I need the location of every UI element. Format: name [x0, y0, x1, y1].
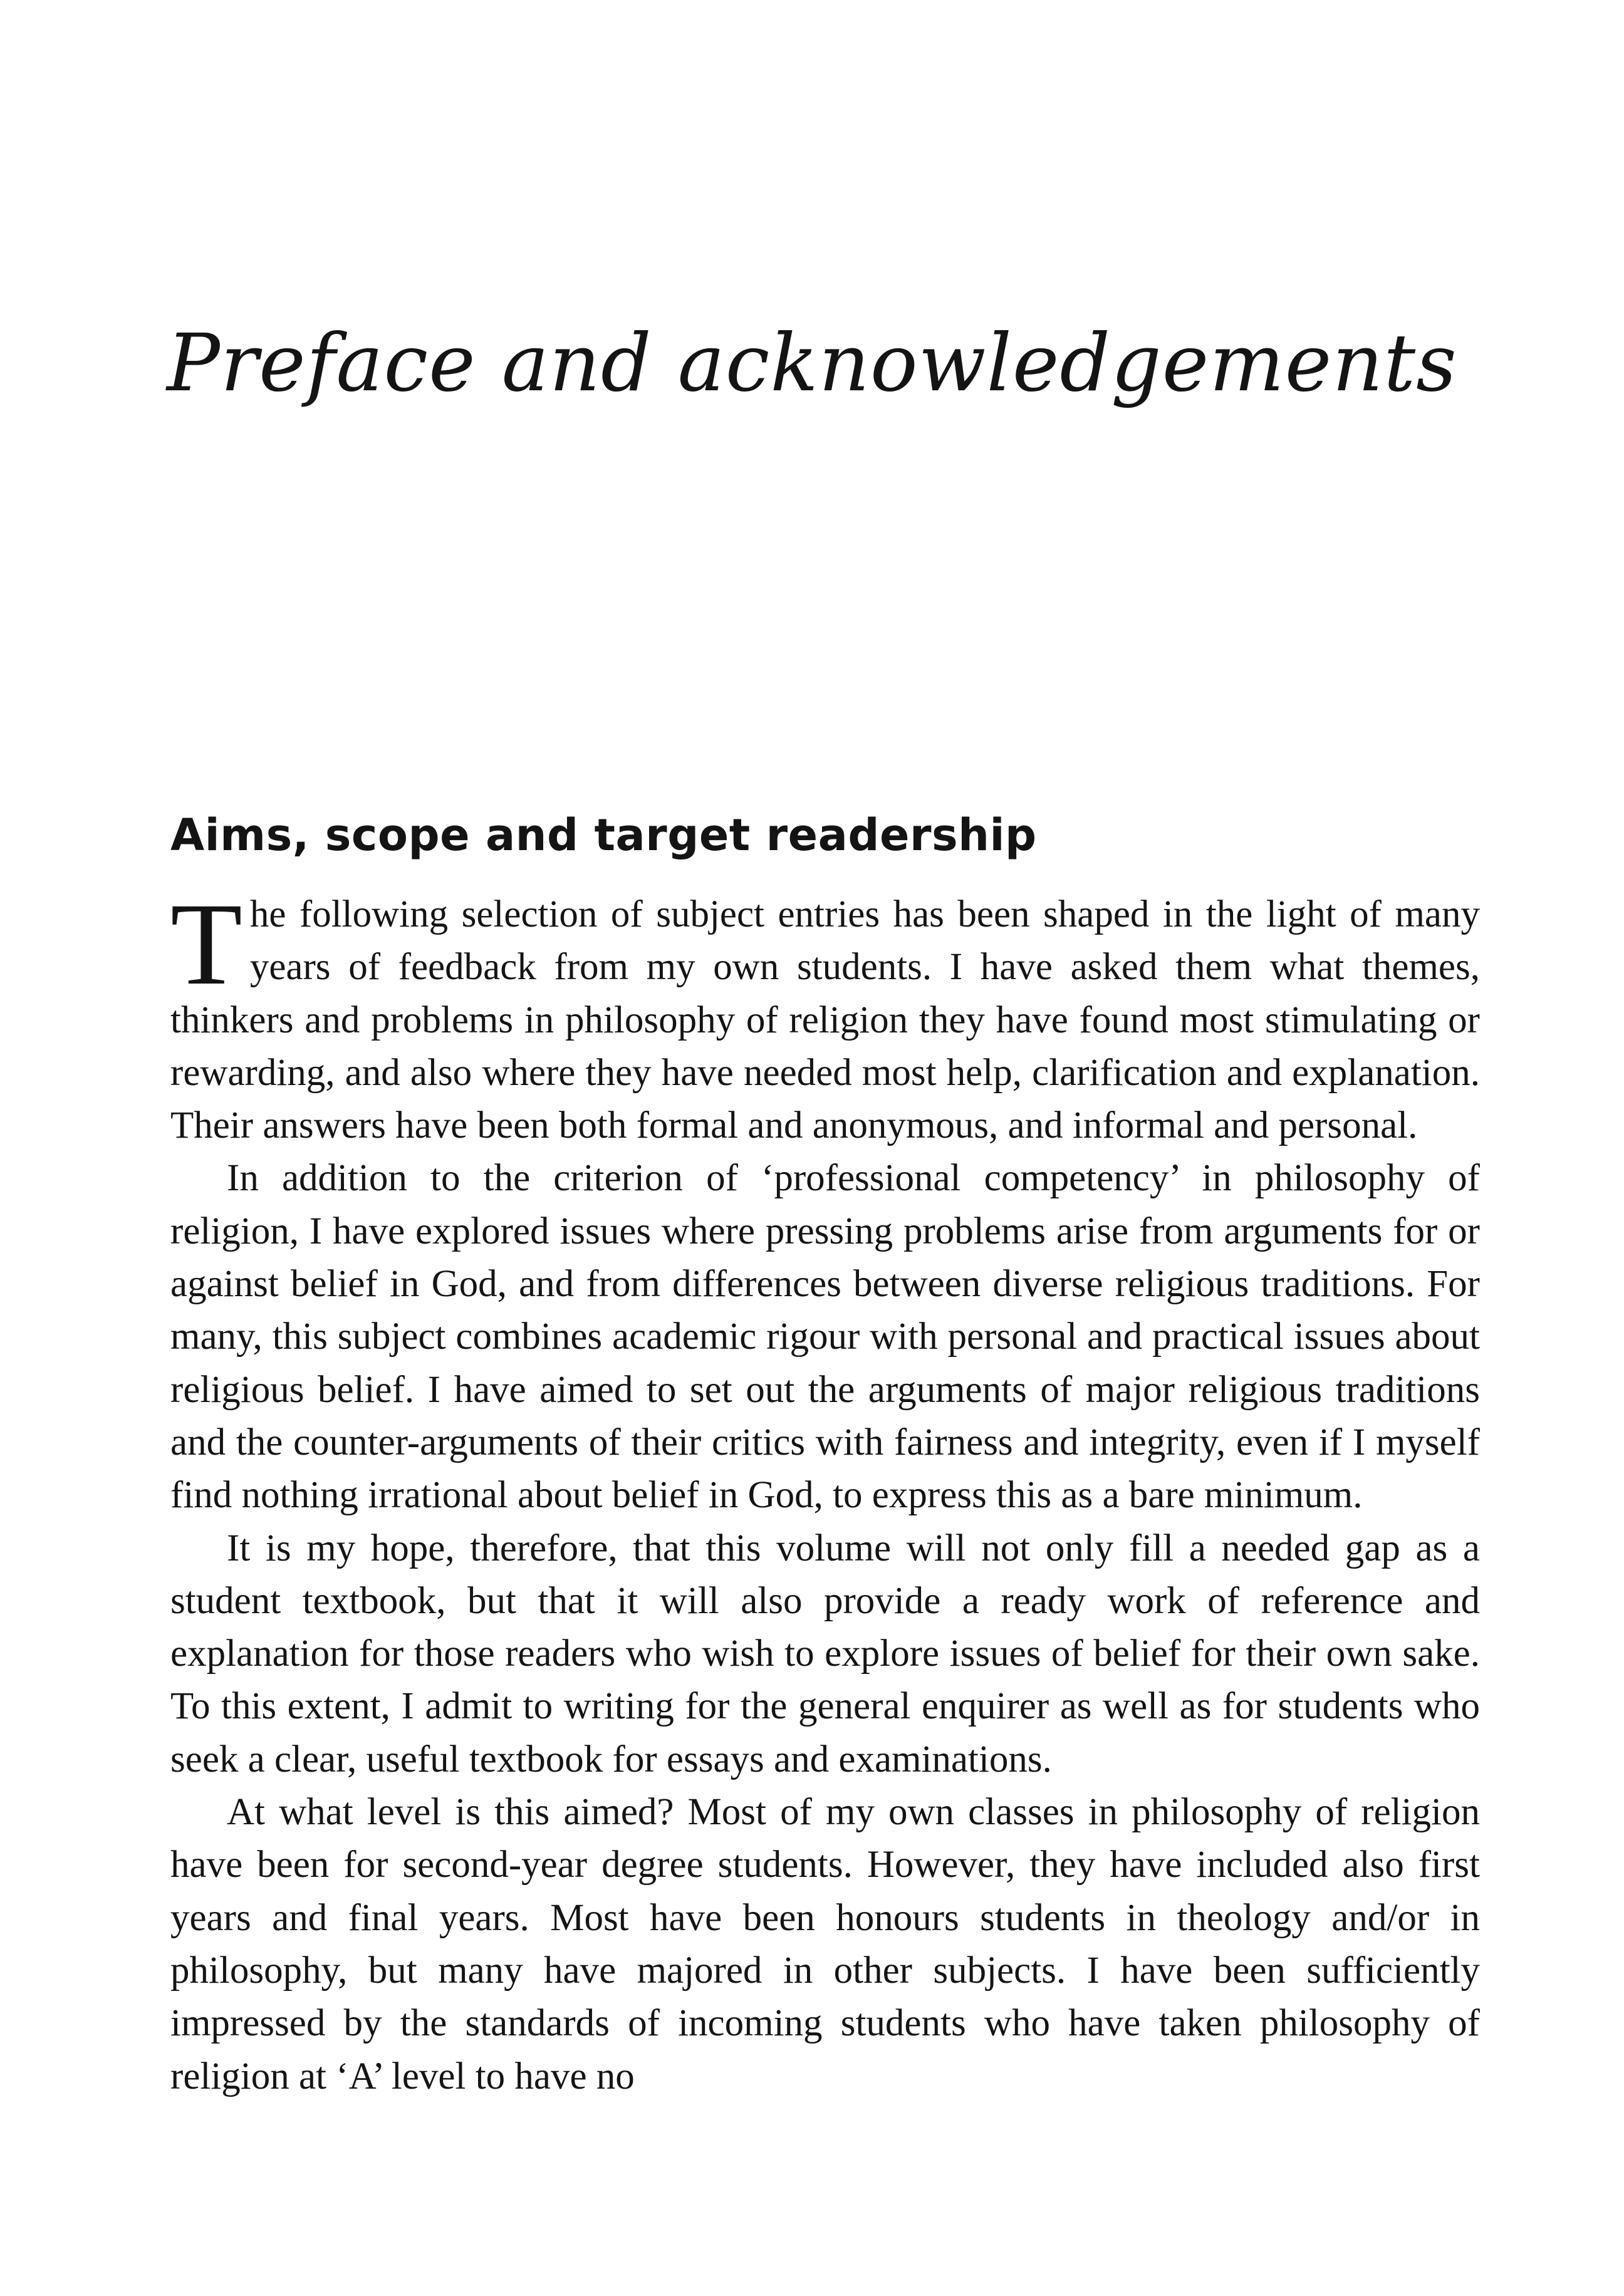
- body-text: [170, 878, 1480, 2103]
- paragraph-4: At what level is this aimed? Most of my own classes in philosophy of religion have been for second-year degree students. However, they have included also first years and final years. Most have been honours students in theology and/or in philosophy, but many have majored in other subjects. I have been sufficiently impressed by the standards of incoming students who have taken philosophy of religion at ‘A’ level to have no: [170, 1791, 1480, 2097]
- paragraph-1-text: he following selection of subject entries has been shaped in the light of many years of feedback from my own students. I have asked them what themes, thinkers and problems in philosophy of religion they have found most stimulating or rewarding, and also where they have needed most help, clarification and explanation. Their answers have been both formal and anonymous, and informal and personal.: [170, 893, 1480, 1147]
- drop-cap: T: [170, 878, 242, 1009]
- page-title: Preface and acknowledgements: [167, 317, 1457, 409]
- paragraph-3: It is my hope, therefore, that this volume will not only fill a needed gap as a student textbook, but that it will also provide a ready work of reference and explanation for those readers who wish to explore issues of belief for their own sake. To this extent, I admit to writing for the general enquirer as well as for students who seek a clear, useful textbook for essays and examinations.: [170, 1527, 1480, 1780]
- paragraph-1: [170, 878, 1480, 1152]
- paragraph-2: In addition to the criterion of ‘professional competency’ in philosophy of religion, I have explored issues where pressing problems arise from arguments for or against belief in God, and from differences between diverse religious traditions. For many, this subject combines academic rigour with personal and practical issues about religious belief. I have aimed to set out the arguments of major religious traditions and the counter-arguments of their critics with fairness and integrity, even if I myself find nothing irrational about belief in God, to express this as a bare minimum.: [170, 1157, 1480, 1517]
- section-heading: Aims, scope and target readership: [170, 809, 1037, 861]
